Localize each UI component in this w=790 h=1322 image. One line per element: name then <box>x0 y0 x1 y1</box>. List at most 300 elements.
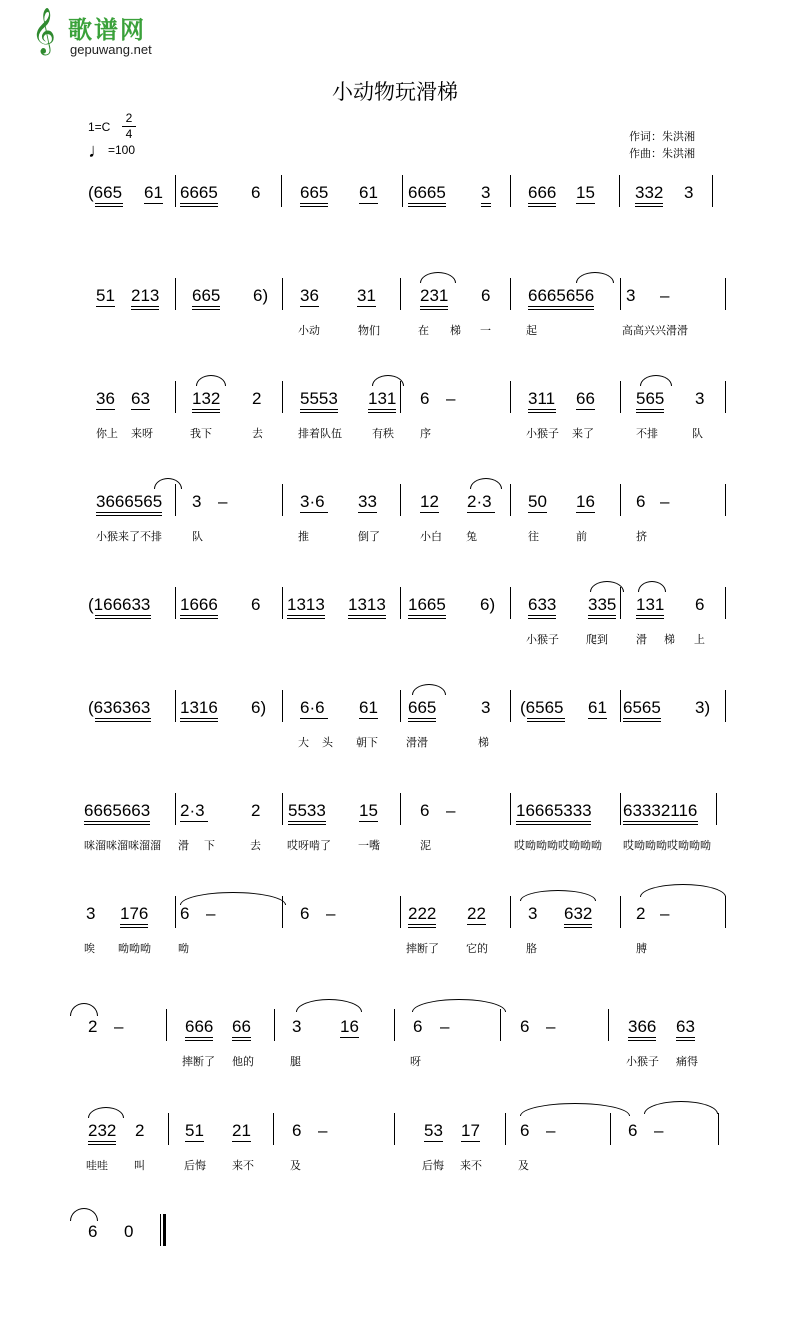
beam-line <box>576 409 595 410</box>
beam-line-double <box>636 618 664 619</box>
beam-line <box>359 718 378 719</box>
beam-line-double <box>120 927 148 928</box>
beam-line-double <box>408 927 436 928</box>
tempo-value: =100 <box>108 143 136 157</box>
beam-line <box>357 306 376 307</box>
barline <box>282 381 283 413</box>
note-group: – <box>440 1017 450 1036</box>
score-row <box>0 492 790 592</box>
beam-line <box>516 821 591 822</box>
note-group: – <box>446 389 456 408</box>
note-group: 6565 <box>623 698 661 717</box>
note-group: 633 <box>528 595 557 614</box>
beam-line <box>528 512 547 513</box>
lyric-syllable: 小动 <box>298 324 320 337</box>
note-group: 0 <box>124 1222 134 1241</box>
note-group: 666 <box>185 1017 214 1036</box>
beam-line <box>576 203 595 204</box>
notation-line <box>0 1222 790 1248</box>
beam-line <box>232 1141 251 1142</box>
beam-line <box>528 409 556 410</box>
note-group: 632 <box>564 904 593 923</box>
quarter-note-icon: ♩ <box>88 140 108 162</box>
beam-line <box>588 615 616 616</box>
note-group: 12 <box>420 492 439 511</box>
note-group: 6) <box>253 286 269 305</box>
lyric-syllable: 摔断了 <box>182 1055 215 1068</box>
note-group: 6 <box>636 492 646 511</box>
note-group: 1313 <box>348 595 386 614</box>
note-group: 232 <box>88 1121 117 1140</box>
beam-line <box>95 615 151 616</box>
score-row <box>0 1121 790 1221</box>
barline <box>400 793 401 825</box>
barline <box>394 1113 395 1145</box>
beam-line <box>348 615 386 616</box>
barline <box>718 1113 719 1145</box>
lyrics-line <box>0 631 790 647</box>
note-group: 63 <box>131 389 150 408</box>
note-group: 3·6 <box>300 492 325 511</box>
score-row <box>0 698 790 798</box>
barline <box>620 484 621 516</box>
lyric-syllable: 大 <box>298 736 309 749</box>
note-group: 5553 <box>300 389 338 408</box>
beam-line <box>95 718 151 719</box>
note-group: 21 <box>232 1121 251 1140</box>
barline <box>725 484 726 516</box>
note-group: 3 <box>292 1017 302 1036</box>
beam-line-double <box>636 412 664 413</box>
lyrics-line <box>0 940 790 956</box>
note-group: 50 <box>528 492 547 511</box>
lyric-syllable: 队 <box>192 530 203 543</box>
note-group: 1313 <box>287 595 325 614</box>
note-group: 33 <box>358 492 377 511</box>
note-group: 665 <box>408 698 437 717</box>
lyric-syllable: 胳 <box>526 942 537 955</box>
note-group: 6 <box>292 1121 302 1140</box>
beam-line-double <box>528 206 556 207</box>
lyric-syllable: 来不 <box>460 1159 482 1172</box>
beam-line <box>288 821 326 822</box>
lyric-syllable: 下 <box>204 839 215 852</box>
barline <box>175 278 176 310</box>
beam-line <box>628 1037 656 1038</box>
note-group: 1666 <box>180 595 218 614</box>
beam-line-double <box>408 618 446 619</box>
note-group: 61 <box>359 183 378 202</box>
note-group: 311 <box>528 389 556 408</box>
note-group: 2·3 <box>180 801 205 820</box>
beam-line <box>636 409 664 410</box>
note-group: 6 <box>251 183 261 202</box>
note-group: 61 <box>588 698 607 717</box>
note-group: 3) <box>695 698 711 717</box>
beam-line <box>588 718 607 719</box>
score-row <box>0 389 790 489</box>
barline <box>620 793 621 825</box>
note-group: 6 <box>481 286 491 305</box>
beam-line <box>623 821 698 822</box>
beam-line-double <box>95 206 123 207</box>
beam-line <box>424 1141 443 1142</box>
beam-line-double <box>528 309 594 310</box>
lyric-syllable: 不排 <box>636 427 658 440</box>
beam-line-double <box>408 721 436 722</box>
lyric-syllable: 后悔 <box>184 1159 206 1172</box>
lyric-syllable: 序 <box>420 427 431 440</box>
barline <box>610 1113 611 1145</box>
lyrics-line <box>0 837 790 853</box>
beam-line-double <box>528 618 556 619</box>
beam-line-double <box>300 412 338 413</box>
lyric-syllable: 在 <box>418 324 429 337</box>
beam-line <box>636 615 664 616</box>
note-group: 16665333 <box>516 801 592 820</box>
score-row <box>0 183 790 283</box>
beam-line-double <box>564 927 592 928</box>
note-group: 6665 <box>408 183 446 202</box>
barline <box>175 690 176 722</box>
note-group: 665 <box>192 286 221 305</box>
beam-line <box>408 718 436 719</box>
beam-line <box>96 306 115 307</box>
beam-line-double <box>408 206 446 207</box>
barline <box>175 175 176 207</box>
beam-line <box>676 1037 695 1038</box>
beam-line <box>232 1037 251 1038</box>
barline <box>620 896 621 928</box>
score-row <box>0 904 790 1004</box>
note-group: 335 <box>588 595 617 614</box>
lyric-syllable: 兔 <box>466 530 477 543</box>
note-group: 6) <box>251 698 267 717</box>
beam-line <box>408 615 446 616</box>
note-group: 6 <box>628 1121 638 1140</box>
beam-line <box>635 203 663 204</box>
note-group: 1665 <box>408 595 446 614</box>
beam-line <box>408 924 436 925</box>
beam-line <box>576 512 595 513</box>
note-group: – <box>654 1121 664 1140</box>
lyric-syllable: 小猴子 <box>526 427 559 440</box>
barline <box>175 587 176 619</box>
lyric-syllable: 痛得 <box>676 1055 698 1068</box>
lyric-syllable: 唉 <box>84 942 95 955</box>
lyric-syllable: 来呀 <box>131 427 153 440</box>
note-group: – <box>546 1121 556 1140</box>
lyric-syllable: 一嘴 <box>358 839 380 852</box>
note-group: 3 <box>86 904 96 923</box>
beam-line <box>180 203 218 204</box>
notation-line <box>0 1017 790 1043</box>
lyric-syllable: 去 <box>250 839 261 852</box>
barline <box>608 1009 609 1041</box>
notation-line <box>0 1121 790 1147</box>
barline <box>505 1113 506 1145</box>
barline <box>166 1009 167 1041</box>
beam-line <box>340 1037 359 1038</box>
beam-line <box>527 718 565 719</box>
note-group: 332 <box>635 183 664 202</box>
lyric-syllable: 起 <box>526 324 537 337</box>
barline <box>510 278 511 310</box>
beam-line <box>461 1141 480 1142</box>
beam-line <box>408 203 446 204</box>
beam-line-double <box>192 412 220 413</box>
note-group: 6 <box>180 904 190 923</box>
beam-line <box>131 306 159 307</box>
lyric-syllable: 头 <box>322 736 333 749</box>
beam-line <box>467 924 486 925</box>
barline <box>510 175 511 207</box>
note-group: 6 <box>520 1017 530 1036</box>
lyric-syllable: 呀 <box>410 1055 421 1068</box>
lyrics-line <box>0 322 790 338</box>
lyric-syllable: 膊 <box>636 942 647 955</box>
note-group: 131 <box>368 389 397 408</box>
beam-line-double <box>88 1144 116 1145</box>
note-group: 6 <box>88 1222 98 1241</box>
lyric-syllable: 朝下 <box>356 736 378 749</box>
beam-line <box>564 924 592 925</box>
beam-line <box>300 512 328 513</box>
note-group: 16 <box>576 492 595 511</box>
beam-line <box>368 409 396 410</box>
beam-line-double <box>527 721 565 722</box>
note-group: 131 <box>636 595 665 614</box>
beam-line <box>359 203 378 204</box>
beam-line <box>180 615 218 616</box>
beam-line <box>180 821 208 822</box>
barline <box>725 896 726 928</box>
final-barline-thin <box>160 1214 161 1246</box>
note-group: – <box>660 904 670 923</box>
note-group: 6) <box>480 595 496 614</box>
barline <box>510 587 511 619</box>
barline <box>620 278 621 310</box>
lyric-syllable: 叫 <box>134 1159 145 1172</box>
beam-line <box>180 718 218 719</box>
note-group: – <box>326 904 336 923</box>
barline <box>620 690 621 722</box>
beam-line <box>192 306 220 307</box>
barline <box>510 896 511 928</box>
lyric-syllable: 咪溜咪溜咪溜溜 <box>84 839 161 852</box>
note-group: – <box>114 1017 124 1036</box>
notation-line <box>0 904 790 930</box>
note-group: 231 <box>420 286 449 305</box>
note-group: 15 <box>359 801 378 820</box>
lyric-syllable: 一 <box>480 324 491 337</box>
note-group: 6665656 <box>528 286 595 305</box>
beam-line <box>144 203 163 204</box>
note-group: 3 <box>192 492 202 511</box>
beam-line <box>359 821 378 822</box>
lyric-syllable: 及 <box>290 1159 301 1172</box>
lyric-syllable: 哎呦呦呦哎呦呦呦 <box>623 839 711 852</box>
note-group: – <box>318 1121 328 1140</box>
beam-line <box>84 821 150 822</box>
lyric-syllable: 来不 <box>232 1159 254 1172</box>
beam-line-double <box>192 309 220 310</box>
beam-line-double <box>528 412 556 413</box>
barline <box>400 587 401 619</box>
note-group: 36 <box>300 286 319 305</box>
beam-line <box>120 924 148 925</box>
barline <box>168 1113 169 1145</box>
note-group: 63332116 <box>623 801 698 820</box>
song-title: 小动物玩滑梯 <box>332 80 458 104</box>
note-group: 15 <box>576 183 595 202</box>
lyric-syllable: 来了 <box>572 427 594 440</box>
lyric-syllable: 哎呀啃了 <box>287 839 331 852</box>
beam-line <box>358 512 377 513</box>
score-row <box>0 595 790 695</box>
note-group: 5533 <box>288 801 326 820</box>
barline <box>175 896 176 928</box>
note-group: (665 <box>88 183 123 202</box>
beam-line-double <box>185 1040 213 1041</box>
barline <box>510 793 511 825</box>
lyric-syllable: 滑 <box>636 633 647 646</box>
lyric-syllable: 他的 <box>232 1055 254 1068</box>
note-group: – <box>660 492 670 511</box>
note-group: 565 <box>636 389 665 408</box>
note-group: 51 <box>185 1121 204 1140</box>
barline <box>619 175 620 207</box>
time-signature-top: 2 <box>125 111 133 125</box>
note-group: 2 <box>251 801 261 820</box>
note-group: 61 <box>144 183 163 202</box>
note-group: – <box>446 801 456 820</box>
lyrics-line <box>0 1053 790 1069</box>
barline <box>712 175 713 207</box>
barline <box>282 690 283 722</box>
lyric-syllable: 我下 <box>190 427 212 440</box>
key-signature: 1=C <box>88 120 111 134</box>
final-barline-thick <box>163 1214 166 1246</box>
barline <box>400 896 401 928</box>
barline <box>725 587 726 619</box>
lyric-syllable: 倒了 <box>358 530 380 543</box>
lyric-syllable: 排着队伍 <box>298 427 342 440</box>
beam-line <box>481 203 491 204</box>
beam-line <box>528 306 594 307</box>
barline <box>273 1113 274 1145</box>
note-group: 66 <box>576 389 595 408</box>
barline <box>282 587 283 619</box>
lyric-syllable: 往 <box>528 530 539 543</box>
note-group: – <box>660 286 670 305</box>
lyric-syllable: 它的 <box>466 942 488 955</box>
lyric-syllable: 泥 <box>420 839 431 852</box>
note-group: 6665663 <box>84 801 151 820</box>
beam-line-double <box>588 618 616 619</box>
barline <box>175 793 176 825</box>
beam-line-double <box>481 206 491 207</box>
beam-line-double <box>676 1040 695 1041</box>
lyric-syllable: 上 <box>694 633 705 646</box>
lyric-syllable: 呦 <box>178 942 189 955</box>
treble-clef-icon: 𝄞 <box>32 8 56 54</box>
beam-line <box>300 203 328 204</box>
barline <box>725 690 726 722</box>
note-group: 6 <box>420 801 430 820</box>
beam-line <box>88 1141 116 1142</box>
barline <box>400 278 401 310</box>
note-group: 132 <box>192 389 221 408</box>
barline <box>500 1009 501 1041</box>
note-group: 665 <box>300 183 329 202</box>
lyricist-credit: 作词：朱洪湘 <box>629 130 695 143</box>
score-row <box>0 1222 790 1322</box>
lyric-syllable: 滑 <box>178 839 189 852</box>
lyric-syllable: 有秩 <box>372 427 394 440</box>
barline <box>281 175 282 207</box>
lyric-syllable: 高高兴兴滑滑 <box>622 324 688 337</box>
beam-line-double <box>95 721 151 722</box>
lyric-syllable: 队 <box>692 427 703 440</box>
beam-line <box>287 615 325 616</box>
score-row <box>0 286 790 386</box>
lyric-syllable: 去 <box>252 427 263 440</box>
note-group: – <box>218 492 228 511</box>
note-group: 2 <box>135 1121 145 1140</box>
barline <box>510 381 511 413</box>
beam-line-double <box>96 515 162 516</box>
beam-line-double <box>623 824 698 825</box>
note-group: (636363 <box>88 698 151 717</box>
note-group: 53 <box>424 1121 443 1140</box>
lyric-syllable: 小猴来了不排 <box>96 530 162 543</box>
lyric-syllable: 物们 <box>358 324 380 337</box>
logo-name: 歌谱网 <box>68 16 146 44</box>
notation-line <box>0 286 790 312</box>
note-group: 366 <box>628 1017 657 1036</box>
lyric-syllable: 小猴子 <box>526 633 559 646</box>
beam-line <box>131 409 150 410</box>
barline <box>725 278 726 310</box>
note-group: 3 <box>684 183 694 202</box>
barline <box>282 793 283 825</box>
note-group: 3 <box>481 183 491 202</box>
barline <box>274 1009 275 1041</box>
note-group: 31 <box>357 286 376 305</box>
note-group: (6565 <box>520 698 564 717</box>
lyric-syllable: 推 <box>298 530 309 543</box>
note-group: 666 <box>528 183 557 202</box>
note-group: 6 <box>300 904 310 923</box>
note-group: 6 <box>420 389 430 408</box>
note-group: 3 <box>695 389 705 408</box>
lyric-syllable: 你上 <box>96 427 118 440</box>
beam-line <box>95 203 123 204</box>
beam-line-double <box>131 309 159 310</box>
barline <box>282 484 283 516</box>
time-signature-bottom: 4 <box>125 127 133 141</box>
note-group: 6 <box>695 595 705 614</box>
logo-site[interactable]: gepuwang.net <box>70 42 152 57</box>
beam-line <box>420 512 439 513</box>
note-group: 66 <box>232 1017 251 1036</box>
beam-line-double <box>180 206 218 207</box>
lyric-syllable: 爬到 <box>586 633 608 646</box>
beam-line-double <box>628 1040 656 1041</box>
note-group: 3666565 <box>96 492 163 511</box>
note-group: 61 <box>359 698 378 717</box>
